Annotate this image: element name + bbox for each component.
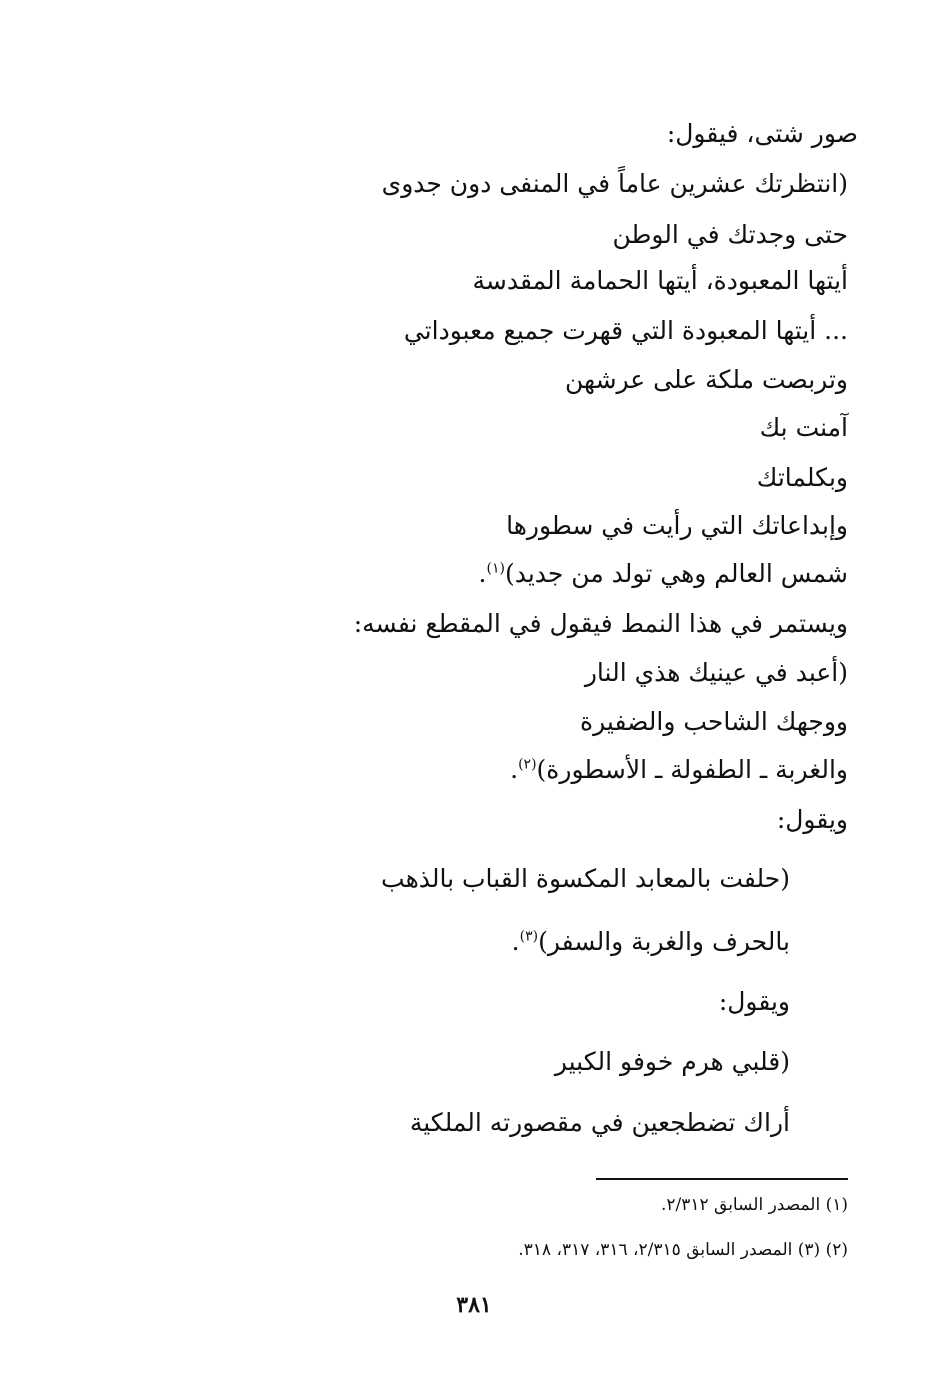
line-text: (انتظرتك عشرين عاماً في المنفى دون جدوى xyxy=(381,169,848,198)
poem-line xyxy=(580,705,848,739)
footnote-marker: (٣) xyxy=(519,928,539,945)
poem-line xyxy=(512,925,790,959)
page-number: ٣٨١ xyxy=(456,1292,492,1318)
line-text: آمنت بك xyxy=(759,413,848,442)
footnote-marker: (٢) xyxy=(518,756,537,773)
footnote xyxy=(661,1193,848,1217)
poem-line xyxy=(472,264,848,298)
poem-line xyxy=(565,363,848,397)
poem-line xyxy=(506,509,848,543)
line-text: شمس العالم وهي تولد من جديد) xyxy=(504,559,848,588)
poem-line xyxy=(555,1045,790,1079)
poem-line xyxy=(510,753,848,787)
line-text: صور شتى، فيقول: xyxy=(666,119,858,148)
body-line xyxy=(719,985,790,1019)
line-text: وإبداعاتك التي رأيت في سطورها xyxy=(506,511,848,540)
line-text: ... أيتها المعبودة التي قهرت جميع معبوداتي xyxy=(403,316,848,345)
poem-line xyxy=(479,557,848,591)
line-end: . xyxy=(511,927,520,956)
line-end: . xyxy=(510,755,519,784)
poem-line xyxy=(410,1106,790,1140)
footnote-divider xyxy=(596,1178,848,1180)
poem-line xyxy=(404,314,848,348)
body-line xyxy=(777,803,848,837)
poem-line xyxy=(612,218,848,252)
footnote xyxy=(518,1238,848,1262)
line-text: ووجهك الشاحب والضفيرة xyxy=(580,707,848,736)
footnote-text: (١) المصدر السابق ٢/٣١٢. xyxy=(660,1195,848,1215)
line-text: أيتها المعبودة، أيتها الحمامة المقدسة xyxy=(472,266,848,295)
poem-line xyxy=(757,461,848,495)
line-text: حتى وجدتك في الوطن xyxy=(612,220,848,249)
line-end: . xyxy=(478,559,487,588)
line-text: ويقول: xyxy=(776,805,848,834)
line-text: والغربة ـ الطفولة ـ الأسطورة) xyxy=(536,755,848,784)
line-text: (أعبد في عينيك هذي النار xyxy=(584,658,848,687)
line-text: بالحرف والغربة والسفر) xyxy=(538,927,790,956)
line-text: وتربصت ملكة على عرشهن xyxy=(565,365,848,394)
footnote-text: (٢) (٣) المصدر السابق ٢/٣١٥، ٣١٦، ٣١٧، ٣١٨. xyxy=(518,1240,848,1260)
line-text: ويقول: xyxy=(718,987,790,1016)
line-text: ويستمر في هذا النمط فيقول في المقطع نفسه: xyxy=(353,609,848,638)
intro-line xyxy=(667,117,858,151)
poem-line xyxy=(760,411,848,445)
line-text: (حلفت بالمعابد المكسوة القباب بالذهب xyxy=(381,864,790,893)
line-text: وبكلماتك xyxy=(756,463,848,492)
poem-line xyxy=(381,862,790,896)
line-text: (قلبي هرم خوفو الكبير xyxy=(554,1047,790,1076)
body-line xyxy=(354,607,848,641)
poem-line xyxy=(382,167,848,201)
line-text: أراك تضطجعين في مقصورته الملكية xyxy=(409,1108,790,1137)
footnote-marker: (١) xyxy=(486,560,505,577)
poem-line xyxy=(585,656,848,690)
